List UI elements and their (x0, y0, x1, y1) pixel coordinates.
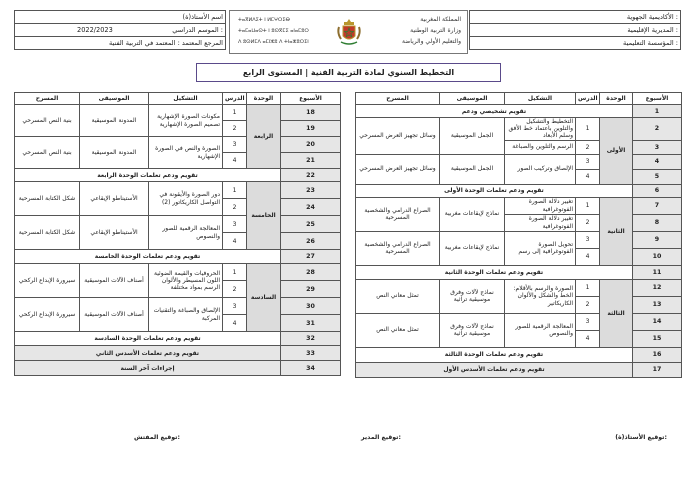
director-signature: توقيع المدير: (361, 434, 401, 441)
col-lesson: الدرس (223, 93, 247, 105)
drawing-cell: الإلصاق وتركيب الصور (505, 154, 576, 184)
theatre-cell: بنية النص المسرحي (15, 105, 80, 137)
drawing-cell: الحروفيات والقيمة الضوئية اللون المسيطر والألوان الرسم بمواد مختلفة (149, 264, 223, 298)
tifinagh-line-2: ⵜⴰⵎⴰⵡⴰⵙⵜ ⵏ ⵓⵙⴳⵎⵉ ⴰⵏⴰⵎⵓⵔ (238, 28, 309, 34)
week-number: 16 (633, 347, 682, 362)
moroccan-emblem-icon (336, 17, 362, 47)
lesson-number: 2 (576, 296, 600, 313)
header-right-table (469, 10, 681, 50)
evaluation-row: تقويم ودعم تعلمات الوحدة الثالثة (356, 347, 633, 362)
evaluation-row: تقويم ودعم تعلمات الوحدة الخامسة (15, 250, 281, 264)
lesson-number: 1 (576, 279, 600, 296)
music-cell: الجمل الموسيقية (440, 154, 505, 184)
unit-label: الثالثة (600, 279, 633, 347)
week-number: 34 (281, 361, 341, 376)
year-end-row: إجراءات آخر السنة (15, 361, 281, 376)
drawing-cell: الصورة والنص في الصورة الإشهارية (149, 137, 223, 169)
theatre-cell: تمثل معاني النص (356, 279, 440, 313)
lesson-number: 3 (223, 298, 247, 315)
col-drawing: التشكيل (505, 93, 576, 105)
music-cell: المدونة الموسيقية (80, 137, 149, 169)
drawing-cell: الإلصاق والصباغة والتقنيات المركبة (149, 298, 223, 332)
lesson-number: 4 (223, 233, 247, 250)
lesson-number: 1 (223, 105, 247, 121)
week-number: 8 (633, 214, 682, 231)
drawing-cell: التخطيط والتشكيل والتلوين باعتماد خط الأفق وسلم الأبعاد (505, 118, 576, 141)
diagnostic-row: تقويم تشخيصي ودعم (356, 105, 633, 118)
col-music: الموسيقى (80, 93, 149, 105)
lesson-number: 4 (576, 330, 600, 347)
week-number: 27 (281, 250, 341, 264)
week-number: 4 (633, 154, 682, 169)
lesson-number: 4 (223, 153, 247, 169)
unit-label: الرابعة (247, 105, 281, 169)
music-cell: نماذج لآلات وفرق موسيقية تراثية (440, 279, 505, 313)
week-number: 31 (281, 315, 341, 332)
week-number: 13 (633, 296, 682, 313)
ministry-line-3: والتعليم الأولي والرياضة (401, 38, 461, 45)
col-week: الأسبوع (281, 93, 341, 105)
col-drawing: التشكيل (149, 93, 223, 105)
week-number: 3 (633, 140, 682, 154)
music-cell: الأستيناطو الإيقاعي (80, 182, 149, 216)
lesson-number: 2 (576, 140, 600, 154)
school-year-label: الموسم الدراسي : (172, 26, 223, 34)
lesson-number: 1 (576, 118, 600, 141)
lesson-number: 2 (223, 121, 247, 137)
drawing-cell: مكونات الصورة الإشهارية تصميم الصورة الإشهارية (149, 105, 223, 137)
lesson-number: 3 (223, 137, 247, 153)
theatre-cell: الصراع الدرامي والشخصية المسرحية (356, 197, 440, 231)
week-number: 11 (633, 265, 682, 279)
lesson-number: 3 (576, 231, 600, 248)
inspector-signature: توقيع المفتش: (134, 434, 180, 441)
music-cell: أصناف الآلات الموسيقية (80, 298, 149, 332)
semester-evaluation-row: تقويم ودعم تعلمات الأسدس الثاني (15, 346, 281, 361)
week-number: 10 (633, 248, 682, 265)
col-week: الأسبوع (633, 93, 682, 105)
week-number: 20 (281, 137, 341, 153)
academy-label: الأكاديمية الجهوية : (470, 11, 681, 24)
tifinagh-line-1: ⵜⴰⴳⵍⴷⵉⵜ ⵏ ⵍⵎⵖⵔⵉⴱ (238, 17, 290, 23)
unit-label: السادسة (247, 264, 281, 332)
lesson-number: 1 (576, 197, 600, 214)
theatre-cell: وسائل تجهيز العرض المسرحي (356, 118, 440, 155)
music-cell: المدونة الموسيقية (80, 105, 149, 137)
week-number: 25 (281, 216, 341, 233)
tifinagh-line-3: ⴷ ⵓⵙⵍⵎⴷ ⴰⵎⵏⵣⵓ ⴷ ⵜⵏⴰⵣⵓⵔⵉⵏ (238, 39, 309, 45)
drawing-cell: الصورة والرسم بالأقلام: الخط والشكل والألوان الكاريكاتير (505, 279, 576, 313)
col-theatre: المسرح (15, 93, 80, 105)
week-number: 23 (281, 182, 341, 199)
lesson-number: 4 (223, 315, 247, 332)
drawing-cell: الرسم والتلوين والصباغة (505, 140, 576, 154)
drawing-cell: دور الصورة والأيقونة في التواصل الكاريكاتور (2) (149, 182, 223, 216)
week-number: 33 (281, 346, 341, 361)
week-number: 7 (633, 197, 682, 214)
col-music: الموسيقى (440, 93, 505, 105)
col-unit: الوحدة (247, 93, 281, 105)
lesson-number: 3 (576, 154, 600, 169)
plan-right-table (355, 92, 682, 378)
col-theatre: المسرح (356, 93, 440, 105)
music-cell: الأستيناطو الإيقاعي (80, 216, 149, 250)
lesson-number: 1 (223, 264, 247, 281)
drawing-cell: تحويل الصورة الفوتوغرافية إلى رسم (505, 231, 576, 265)
week-number: 26 (281, 233, 341, 250)
week-number: 5 (633, 169, 682, 184)
theatre-cell: شكل الكتابة المسرحية (15, 182, 80, 216)
evaluation-row: تقويم ودعم تعلمات الوحدة الثانية (356, 265, 633, 279)
week-number: 32 (281, 332, 341, 346)
header-left-table (14, 10, 226, 50)
week-number: 24 (281, 199, 341, 216)
week-number: 12 (633, 279, 682, 296)
lesson-number: 4 (576, 248, 600, 265)
evaluation-row: تقويم ودعم تعلمات الوحدة الرابعة (15, 169, 281, 182)
week-number: 19 (281, 121, 341, 137)
week-number: 14 (633, 313, 682, 330)
drawing-cell: تغيير دلالة الصورة الفوتوغرافية (505, 214, 576, 231)
lesson-number: 3 (576, 313, 600, 330)
ministry-line-1: المملكة المغربية (420, 16, 461, 23)
music-cell: الجمل الموسيقية (440, 118, 505, 155)
week-number: 28 (281, 264, 341, 281)
week-number: 2 (633, 118, 682, 141)
lesson-number: 4 (576, 169, 600, 184)
theatre-cell: وسائل تجهيز العرض المسرحي (356, 154, 440, 184)
directorate-label: المديرية الإقليمية : (470, 24, 681, 37)
theatre-cell: سيرورة الإبداع الركحي (15, 264, 80, 298)
institution-label: المؤسسة التعليمية : (470, 37, 681, 50)
theatre-cell: شكل الكتابة المسرحية (15, 216, 80, 250)
week-number: 29 (281, 281, 341, 298)
drawing-cell: تغيير دلالة الصورة الفوتوغرافية (505, 197, 576, 214)
left-header-row (15, 93, 341, 105)
reference-label: المرجع المعتمد : المعتمد في التربية الفنية (15, 37, 226, 50)
ministry-line-2: وزارة التربية الوطنية (410, 27, 461, 34)
evaluation-row: تقويم ودعم تعلمات الوحدة الأولى (356, 184, 633, 197)
theatre-cell: بنية النص المسرحي (15, 137, 80, 169)
theatre-cell: سيرورة الإبداع الركحي (15, 298, 80, 332)
music-cell: أصناف الآلات الموسيقية (80, 264, 149, 298)
col-unit: الوحدة (600, 93, 633, 105)
week-number: 22 (281, 169, 341, 182)
semester-evaluation-row: تقويم ودعم تعلمات الأسدس الأول (356, 362, 633, 377)
music-cell: نماذج لآلات وفرق موسيقية تراثية (440, 313, 505, 347)
drawing-cell: المعالجة الرقمية للصور والنصوص (149, 216, 223, 250)
theatre-cell: الصراع الدرامي والشخصية المسرحية (356, 231, 440, 265)
col-lesson: الدرس (576, 93, 600, 105)
week-number: 15 (633, 330, 682, 347)
teacher-signature: توقيع الأستاذ(ة): (615, 434, 667, 441)
evaluation-row: تقويم ودعم تعلمات الوحدة السادسة (15, 332, 281, 346)
page-title: التخطيط السنوي لمادة التربية الفنية | المستوى الرابع (196, 63, 501, 82)
school-year-value: 2022/2023 (77, 26, 113, 34)
lesson-number: 1 (223, 182, 247, 199)
unit-label: الثانية (600, 197, 633, 265)
teacher-label: اسم الأستاذ(ة) (15, 11, 226, 24)
lesson-number: 2 (576, 214, 600, 231)
plan-left-table (14, 92, 341, 376)
right-header-row (356, 93, 682, 105)
music-cell: نماذج لإيقاعات مغربية (440, 231, 505, 265)
unit-label: الأولى (600, 118, 633, 185)
week-number: 1 (633, 105, 682, 118)
unit-label: الخامسة (247, 182, 281, 250)
week-number: 9 (633, 231, 682, 248)
lesson-number: 2 (223, 281, 247, 298)
week-number: 21 (281, 153, 341, 169)
week-number: 30 (281, 298, 341, 315)
school-year-row (15, 24, 226, 37)
lesson-number: 3 (223, 216, 247, 233)
week-number: 18 (281, 105, 341, 121)
ministry-block (229, 10, 468, 54)
week-number: 6 (633, 184, 682, 197)
week-number: 17 (633, 362, 682, 377)
lesson-number: 2 (223, 199, 247, 216)
music-cell: نماذج لإيقاعات مغربية (440, 197, 505, 231)
drawing-cell: المعالجة الرقمية للصور والنصوص (505, 313, 576, 347)
theatre-cell: تمثل معاني النص (356, 313, 440, 347)
